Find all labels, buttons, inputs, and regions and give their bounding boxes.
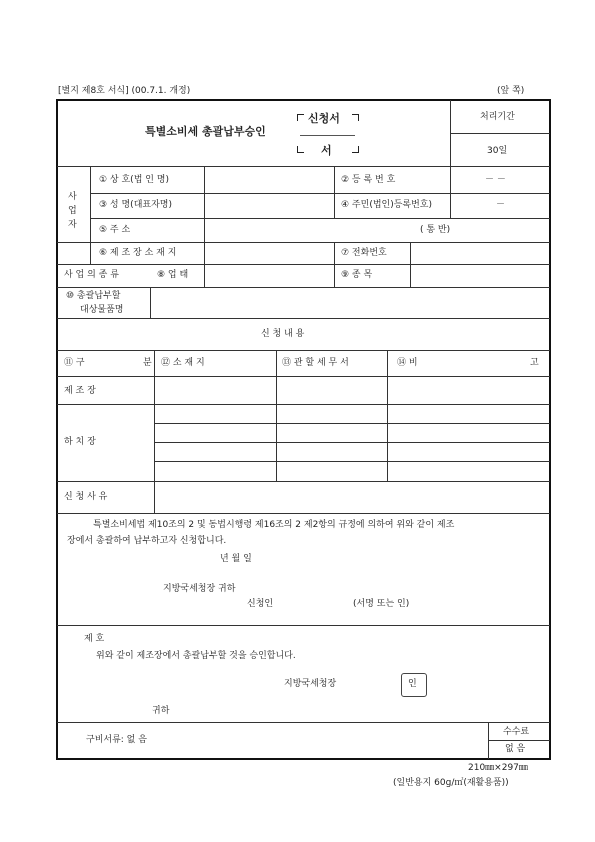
form-number: [별지 제8호 서식] (00.7.1. 개정) (58, 86, 191, 96)
business-item-label: ⑨ 종 목 (341, 270, 373, 280)
trade-name-label: ① 상 호(법 인 명) (99, 175, 170, 185)
form-title: 특별소비세 총괄납부승인 (145, 125, 266, 138)
fee-label: 수수료 (503, 727, 530, 737)
address-label: ⑤ 주 소 (99, 225, 131, 235)
processing-value: 30일 (487, 146, 508, 156)
application-section-title: 신 청 내 용 (261, 329, 305, 339)
processing-label: 처리기간 (480, 112, 515, 122)
col-division-end: 분 (143, 358, 152, 368)
business-group-label: 사 업 자 (68, 192, 77, 230)
reason-row-label: 신 청 사 유 (64, 492, 108, 502)
col-location: ⑫ 소 재 지 (161, 358, 205, 368)
declaration-date: 년 월 일 (220, 554, 252, 564)
products-label-line2: 대상물품명 (80, 305, 124, 315)
signature-label: (서명 또는 인) (353, 599, 410, 609)
frame-left (56, 99, 58, 760)
phone-label: ⑦ 전화번호 (341, 248, 387, 258)
paper-size: 210㎜×297㎜ (468, 763, 528, 773)
col-note: ⑭ 비 (397, 358, 418, 368)
address-note: ( 통 반) (420, 225, 451, 235)
frame-right (549, 99, 551, 760)
title-option-document: 서 (321, 144, 332, 157)
business-type-label: 사 업 의 종 류 (64, 270, 119, 280)
col-division: ⑪ 구 (64, 358, 85, 368)
col-note-end: 고 (530, 358, 539, 368)
factory-location-label: ⑥ 제 조 장 소 재 지 (99, 248, 177, 258)
approval-number: 제 호 (84, 634, 105, 644)
frame-top (56, 99, 551, 101)
declaration-line2: 장에서 총괄하여 납부하고자 신청합니다. (67, 536, 227, 546)
reg-no-value: － － (485, 175, 506, 185)
outlet-row-label: 하 치 장 (64, 437, 96, 447)
declaration-line1: 특별소비세법 제10조의 2 및 동법시행령 제16조의 2 제2항의 규정에 의하여 위와 같이 제조 (93, 520, 455, 530)
declaration-addressee: 지방국세청장 귀하 (163, 584, 236, 594)
required-documents: 구비서류: 없 음 (86, 735, 147, 745)
name-label: ③ 성 명(대표자명) (99, 200, 172, 210)
bracket-bl (297, 146, 304, 153)
frame-bottom (56, 758, 551, 760)
col-tax-office: ⑬ 관 할 세 무 서 (282, 358, 349, 368)
resident-no-value: － (496, 200, 506, 210)
bracket-tr (352, 114, 359, 121)
bracket-br (352, 146, 359, 153)
products-label-line1: ⑩ 총괄납부할 (66, 291, 121, 301)
fee-value: 없 음 (505, 744, 526, 754)
bracket-tl (297, 114, 304, 121)
approval-issuer: 지방국세청장 (284, 679, 337, 689)
page-side: (앞 쪽) (497, 86, 525, 96)
factory-row-label: 제 조 장 (64, 386, 96, 396)
reg-no-label: ② 등 록 번 호 (341, 175, 396, 185)
paper-spec: (일반용지 60g/㎡(재활용품)) (393, 778, 509, 788)
title-option-application: 신청서 (308, 112, 340, 125)
official-seal-label: 인 (408, 679, 417, 689)
approval-to: 귀하 (152, 706, 170, 716)
business-category-label: ⑧ 업 태 (157, 270, 189, 280)
applicant-label: 신청인 (247, 599, 274, 609)
bracket-divider (300, 135, 355, 136)
approval-text: 위와 같이 제조장에서 총괄납부할 것을 승인합니다. (96, 651, 296, 661)
resident-no-label: ④ 주민(법인)등록번호) (341, 200, 433, 210)
